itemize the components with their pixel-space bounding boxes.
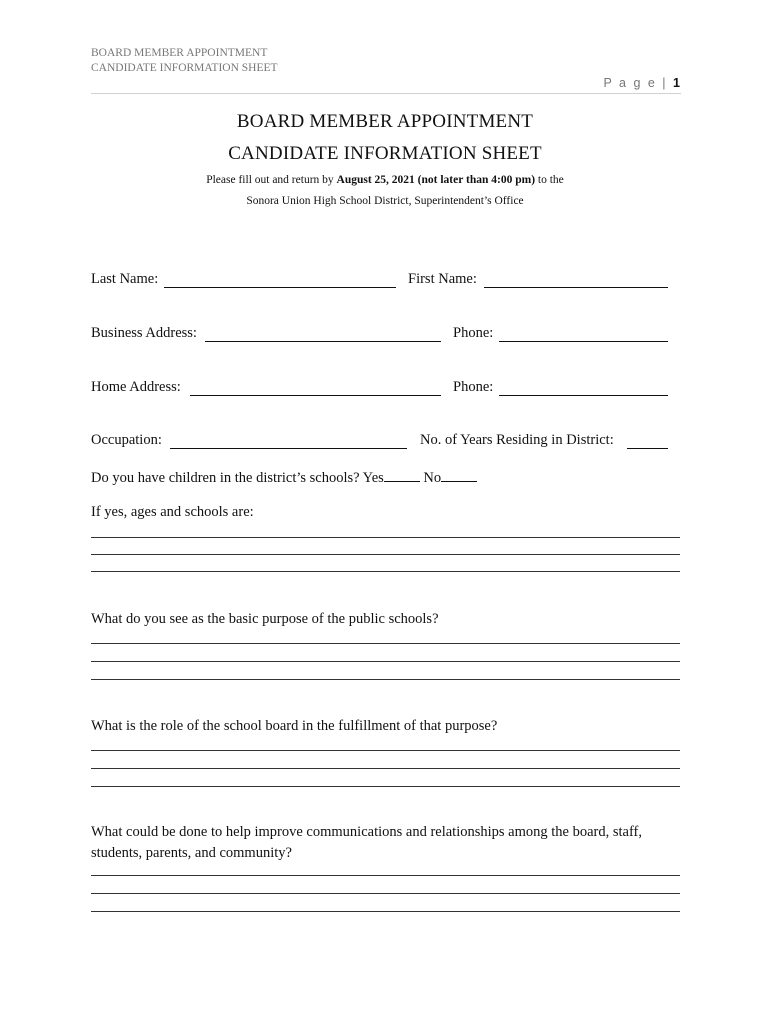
communications-answer-line[interactable] (91, 911, 680, 912)
business-address-label: Business Address: (91, 325, 197, 341)
page-number-value: 1 (673, 76, 680, 90)
board-role-answer-line[interactable] (91, 768, 680, 769)
purpose-answer-line[interactable] (91, 679, 680, 680)
communications-question: What could be done to help improve communications and relationships among the board, staff, students, parents, and community? (91, 824, 642, 861)
children-question-text: Do you have children in the district’s schools? Yes (91, 470, 384, 486)
header-divider (91, 93, 681, 94)
children-no-field[interactable] (441, 468, 477, 482)
instructions-suffix: to the (535, 174, 564, 186)
business-address-field[interactable] (205, 341, 441, 342)
home-address-field[interactable] (190, 395, 441, 396)
first-name-label: First Name: (408, 271, 477, 287)
home-phone-label: Phone: (453, 379, 494, 395)
children-question (91, 468, 477, 487)
last-name-label: Last Name: (91, 271, 159, 287)
home-phone-field[interactable] (499, 395, 668, 396)
page-title-line2: CANDIDATE INFORMATION SHEET (228, 143, 542, 164)
purpose-answer-line[interactable] (91, 643, 680, 644)
instructions-line1 (0, 174, 770, 186)
occupation-field[interactable] (170, 448, 407, 449)
running-header-line2: CANDIDATE INFORMATION SHEET (91, 62, 278, 74)
purpose-answer-line[interactable] (91, 661, 680, 662)
home-address-label: Home Address: (91, 379, 181, 395)
running-header-line1: BOARD MEMBER APPOINTMENT (91, 47, 268, 59)
ages-schools-answer-line[interactable] (91, 571, 680, 572)
page-title-line1: BOARD MEMBER APPOINTMENT (236, 111, 534, 132)
board-role-question: What is the role of the school board in the fulfillment of that purpose? (91, 718, 498, 734)
board-role-answer-line[interactable] (91, 786, 680, 787)
ages-schools-answer-line[interactable] (91, 537, 680, 538)
board-role-answer-line[interactable] (91, 750, 680, 751)
running-header (91, 46, 278, 76)
business-phone-label: Phone: (453, 325, 494, 341)
instructions-line2: Sonora Union High School District, Superintendent’s Office (246, 195, 524, 207)
years-residing-field[interactable] (627, 448, 668, 449)
last-name-field[interactable] (164, 287, 396, 288)
communications-answer-line[interactable] (91, 893, 680, 894)
purpose-question: What do you see as the basic purpose of the public schools? (91, 611, 439, 627)
page-number (603, 76, 680, 90)
instructions-deadline: August 25, 2021 (not later than 4:00 pm) (336, 174, 536, 186)
ages-schools-answer-line[interactable] (91, 554, 680, 555)
ages-schools-question: If yes, ages and schools are: (91, 504, 254, 520)
instructions-prefix: Please fill out and return by (206, 174, 337, 186)
children-yes-field[interactable] (384, 468, 420, 482)
first-name-field[interactable] (484, 287, 668, 288)
communications-answer-line[interactable] (91, 875, 680, 876)
business-phone-field[interactable] (499, 341, 668, 342)
children-no-label: No (423, 470, 442, 486)
page-label: P a g e | (603, 76, 668, 90)
years-residing-label: No. of Years Residing in District: (420, 432, 614, 448)
occupation-label: Occupation: (91, 432, 162, 448)
